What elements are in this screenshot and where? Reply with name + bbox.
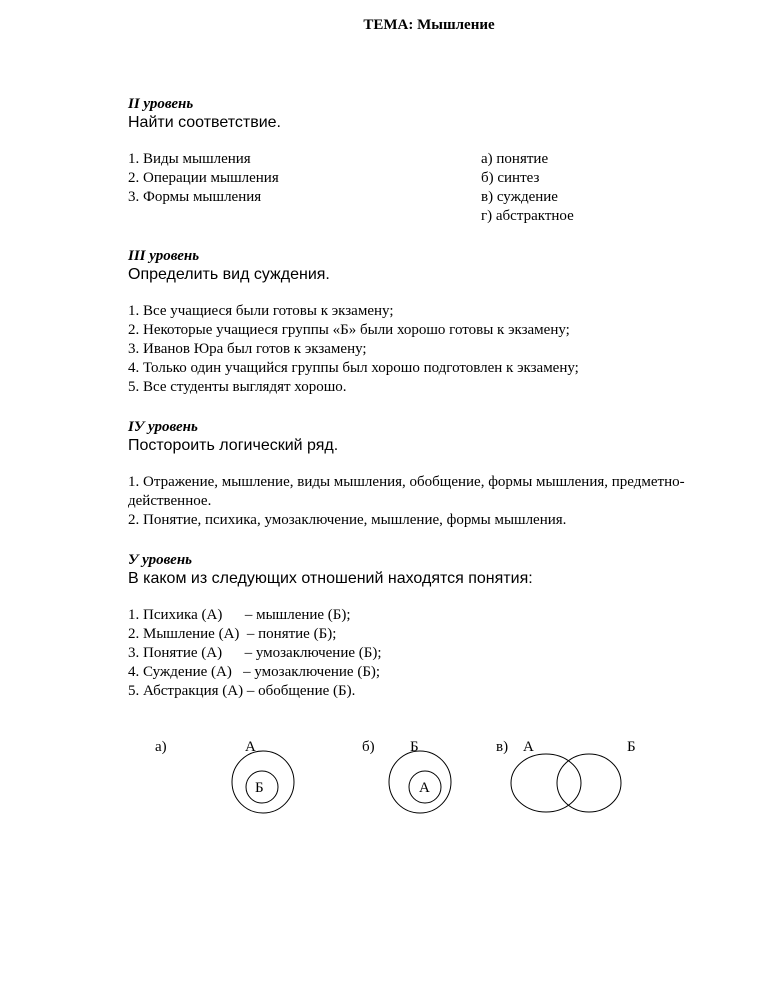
level-heading: III уровень <box>128 248 200 264</box>
outer-set-label: Б <box>410 739 419 755</box>
level-heading: IУ уровень <box>128 419 198 435</box>
list-item: 3. Понятие (А) – умозаключение (Б); <box>128 645 382 661</box>
section-level-3 <box>128 247 728 397</box>
list-item: а) понятие <box>481 151 549 167</box>
right-set-label: Б <box>627 739 636 755</box>
diagram-label: в) <box>496 739 509 755</box>
task-text: Найти соответствие. <box>128 114 281 131</box>
matching-right-list <box>481 150 574 226</box>
list-item: 1. Все учащиеся были готовы к экзамену; <box>128 303 394 319</box>
list-item: г) абстрактное <box>481 208 574 224</box>
inner-set-label: Б <box>255 780 264 796</box>
task-text: В каком из следующих отношений находятся понятия: <box>128 570 533 587</box>
diagram-label: а) <box>155 739 167 755</box>
diagram-a <box>155 739 294 813</box>
section-level-4 <box>128 418 718 530</box>
task-text: Постороить логический ряд. <box>128 437 339 454</box>
diagram-b <box>362 739 451 813</box>
outer-set-label: А <box>245 739 256 755</box>
list-item: в) суждение <box>481 189 558 205</box>
page-title: ТЕМА: Мышление <box>363 17 495 33</box>
left-ellipse <box>511 754 581 812</box>
judgement-list <box>128 302 728 397</box>
list-item: 2. Некоторые учащиеся группы «Б» были хорошо готовы к экзамену; <box>128 322 570 338</box>
level-heading: У уровень <box>128 552 193 568</box>
list-item: 1. Отражение, мышление, виды мышления, обобщение, формы мышления, предметно-действенное. <box>128 474 685 509</box>
section-level-2 <box>128 95 728 226</box>
list-item: 5. Все студенты выглядят хорошо. <box>128 379 347 395</box>
matching-lists <box>128 150 728 226</box>
list-item: 2. Понятие, психика, умозаключение, мышление, формы мышления. <box>128 512 567 528</box>
list-item: 1. Психика (А) – мышление (Б); <box>128 607 351 623</box>
left-set-label: А <box>523 739 534 755</box>
list-item: б) синтез <box>481 170 540 186</box>
list-item: 5. Абстракция (А) – обобщение (Б). <box>128 683 356 699</box>
inner-set-label: А <box>419 780 430 796</box>
section-level-5 <box>128 551 728 701</box>
list-item: 3. Иванов Юра был готов к экзамену; <box>128 341 367 357</box>
level-heading: II уровень <box>128 96 194 112</box>
list-item: 1. Виды мышления <box>128 151 251 167</box>
right-ellipse <box>557 754 621 812</box>
list-item: 2. Мышление (А) – понятие (Б); <box>128 626 337 642</box>
relation-list <box>128 606 728 701</box>
diagram-c <box>496 739 636 812</box>
diagram-label: б) <box>362 739 375 755</box>
list-item: 4. Только один учащийся группы был хорошо подготовлен к экзамену; <box>128 360 579 376</box>
list-item: 3. Формы мышления <box>128 189 262 205</box>
matching-left-list <box>128 150 279 207</box>
task-text: Определить вид суждения. <box>128 266 330 283</box>
list-item: 4. Суждение (А) – умозаключение (Б); <box>128 664 381 680</box>
logic-series-list <box>128 473 718 530</box>
list-item: 2. Операции мышления <box>128 170 279 186</box>
euler-diagrams <box>0 725 768 865</box>
